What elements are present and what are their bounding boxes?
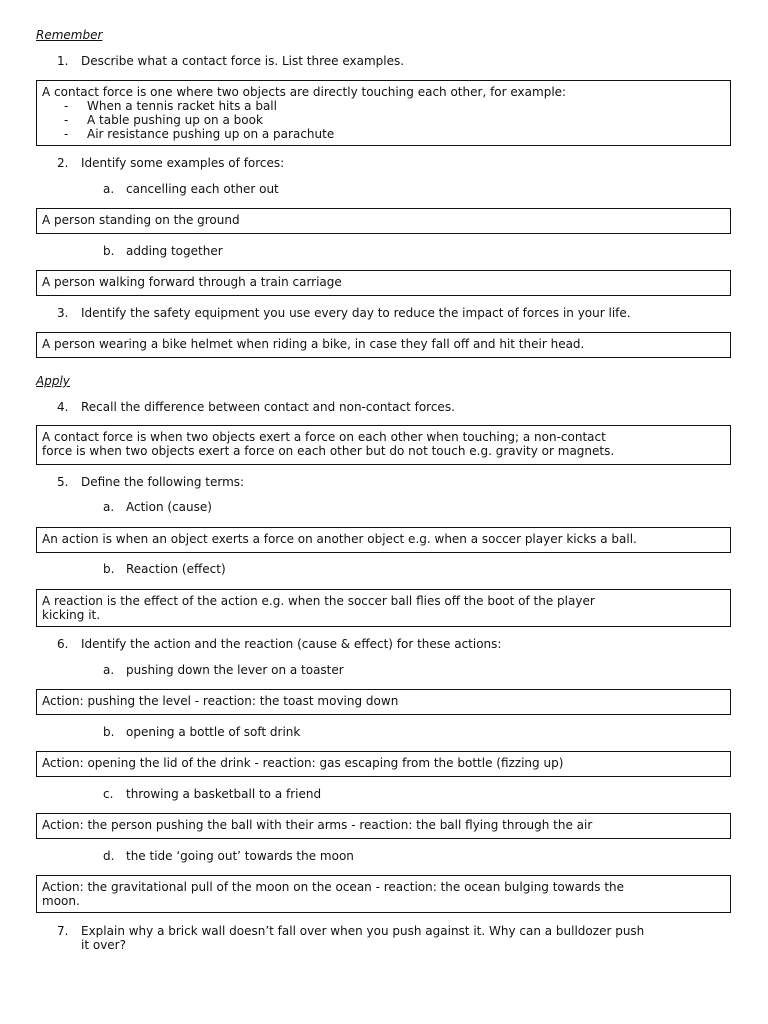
answer-text: moon. [42,894,80,908]
answer-text: Action: the person pushing the ball with their arms - reaction: the ball flying through the air [42,818,593,832]
question-number: 7. [57,924,69,938]
question-5-text: Define the following terms: [81,475,245,489]
answer-text: kicking it. [42,608,101,622]
list-item: - Air resistance pushing up on a parachute [64,127,335,141]
section-heading-apply: Apply [36,374,70,388]
sub-question-2a-text: cancelling each other out [126,182,279,196]
question-7-text-line-2: it over? [81,938,126,952]
answer-intro: A contact force is one where two objects are directly touching each other, for example: [42,85,567,99]
list-item: - A table pushing up on a book [64,113,263,127]
answer-text: A reaction is the effect of the action e.g. when the soccer ball flies off the boot of the player [42,594,595,608]
sub-question-6b-text: opening a bottle of soft drink [126,725,301,739]
answer-box-q2a [36,208,731,234]
answer-box-q3 [36,332,731,358]
question-7-text-line-1: Explain why a brick wall doesn’t fall over when you push against it. Why can a bulldozer push [81,924,645,938]
answer-box-q5b [36,589,731,627]
sub-question-6d-text: the tide ‘going out’ towards the moon [126,849,354,863]
sub-question-2b-text: adding together [126,244,223,258]
answer-text: An action is when an object exerts a force on another object e.g. when a soccer player kicks a ball. [42,532,637,546]
question-number: 6. [57,637,69,651]
sub-question-label: a. [103,663,115,677]
question-3-text: Identify the safety equipment you use every day to reduce the impact of forces in your life. [81,306,631,320]
answer-box-q4 [36,425,731,465]
answer-text: Action: opening the lid of the drink - reaction: gas escaping from the bottle (fizzing up) [42,756,564,770]
answer-text: A person standing on the ground [42,213,240,227]
sub-question-5b-text: Reaction (effect) [126,562,226,576]
question-4-text: Recall the difference between contact and non-contact forces. [81,400,455,414]
question-number: 5. [57,475,69,489]
question-number: 3. [57,306,69,320]
answer-text: A person wearing a bike helmet when riding a bike, in case they fall off and hit their head. [42,337,585,351]
answer-box-q6a [36,689,731,715]
sub-question-label: b. [103,725,115,739]
question-number: 4. [57,400,69,414]
answer-text: Action: pushing the level - reaction: the toast moving down [42,694,399,708]
sub-question-6c-text: throwing a basketball to a friend [126,787,322,801]
sub-question-6a-text: pushing down the lever on a toaster [126,663,344,677]
question-1-text: Describe what a contact force is. List three examples. [81,54,405,68]
question-2-text: Identify some examples of forces: [81,156,285,170]
list-item: - When a tennis racket hits a ball [64,99,277,113]
answer-box-q1 [36,80,731,146]
answer-text: force is when two objects exert a force on each other but do not touch e.g. gravity or magnets. [42,444,615,458]
answer-box-q2b [36,270,731,296]
answer-box-q6c [36,813,731,839]
sub-question-label: a. [103,500,115,514]
sub-question-label: b. [103,244,115,258]
sub-question-5a-text: Action (cause) [126,500,212,514]
answer-text: A contact force is when two objects exert a force on each other when touching; a non-contact [42,430,606,444]
answer-box-q6d [36,875,731,913]
sub-question-label: a. [103,182,115,196]
question-6-text: Identify the action and the reaction (cause & effect) for these actions: [81,637,502,651]
answer-text: A person walking forward through a train carriage [42,275,342,289]
sub-question-label: c. [103,787,114,801]
question-number: 1. [57,54,69,68]
answer-box-q6b [36,751,731,777]
answer-text: Action: the gravitational pull of the moon on the ocean - reaction: the ocean bulging towards the [42,880,625,894]
question-number: 2. [57,156,69,170]
section-heading-remember: Remember [36,28,103,42]
answer-box-q5a [36,527,731,553]
sub-question-label: d. [103,849,115,863]
sub-question-label: b. [103,562,115,576]
